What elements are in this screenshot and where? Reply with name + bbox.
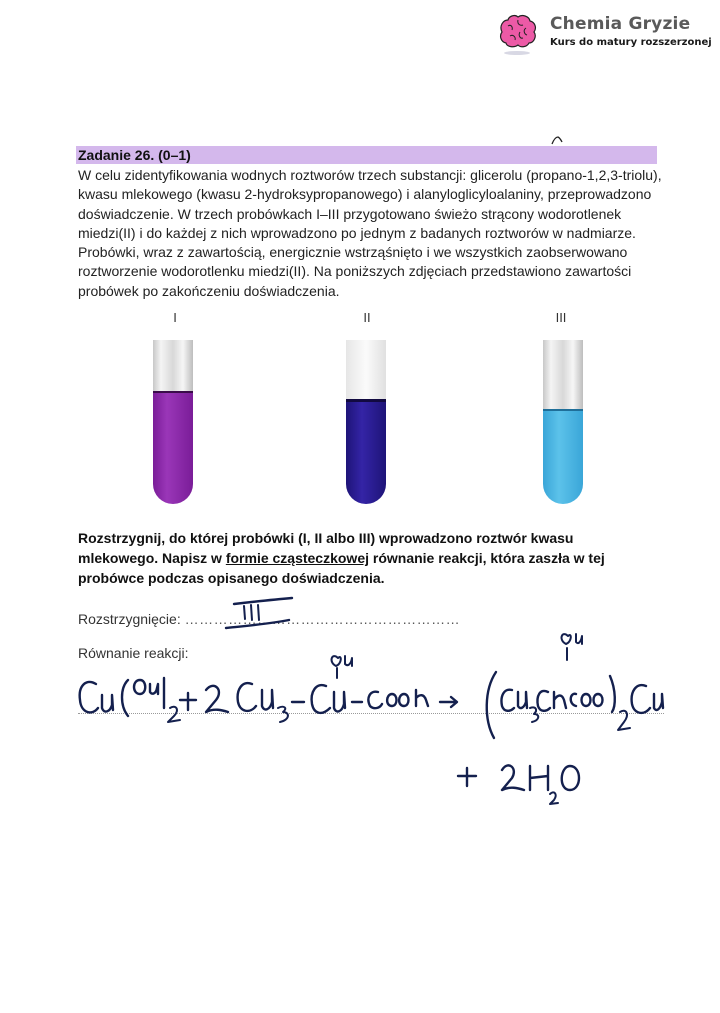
intro-line: roztworzenie wodorotlenku miedzi(II). Na poniższych zdjęciach przedstawiono zawartości: [78, 263, 632, 280]
question-text: [78, 528, 605, 588]
brand-subtitle: Kurs do matury rozszerzonej: [550, 37, 712, 48]
intro-line: Probówki, wraz z zawartością, energicznie wstrząśnięto i we wszystkich zaobserwowano: [78, 244, 628, 261]
question-line: [78, 548, 605, 568]
intro-line: kwasu mlekowego (kwasu 2-hydroksypropanowego) i alanyloglicyloalaniny, przeprowadzono: [78, 186, 652, 203]
test-tube-3-light-blue: [542, 340, 584, 505]
intro-line: doświadczenie. W trzech probówkach I–III przygotowano świeżo strącony wodorotlenek: [78, 205, 622, 222]
equation-label: Równanie reakcji:: [78, 645, 189, 661]
task-title: Zadanie 26. (0–1): [78, 147, 191, 163]
intro-line: miedzi(II) i do każdej z nich wprowadzono po jednym z badanych roztworów w nadmiarze.: [78, 224, 636, 241]
equation-answer-line[interactable]: [78, 713, 664, 714]
decision-row: [78, 611, 460, 627]
decision-label: Rozstrzygnięcie:: [78, 611, 181, 627]
tube-label-2: II: [363, 310, 371, 325]
intro-line: probówek po zakończeniu doświadczenia.: [78, 282, 340, 299]
task-intro: [78, 166, 678, 301]
question-line: Rozstrzygnij, do której probówki (I, II albo III) wprowadzono roztwór kwasu: [78, 530, 574, 546]
test-tube-2-dark-blue: [345, 340, 387, 505]
question-text-part: mlekowego. Napisz w: [78, 550, 226, 566]
test-tube-1-purple: [152, 340, 194, 505]
brand-header: [496, 12, 712, 54]
underlined-emphasis: formie cząsteczkowej: [225, 550, 369, 566]
question-text-part: równanie reakcji, która zaszła w tej: [369, 550, 605, 566]
tube-label-1: I: [173, 310, 177, 325]
brain-icon: [496, 12, 538, 54]
decision-answer-field[interactable]: …………………………………………………: [184, 611, 461, 627]
intro-line: W celu zidentyfikowania wodnych roztworów trzech substancji: glicerolu (propano-1,2,3-triolu),: [78, 167, 662, 183]
brand-title: Chemia Gryzie: [550, 14, 691, 34]
question-line: probówce podczas opisanego doświadczenia.: [78, 570, 385, 586]
tube-label-3: III: [555, 310, 567, 325]
handwritten-caret-mark: [550, 135, 564, 145]
